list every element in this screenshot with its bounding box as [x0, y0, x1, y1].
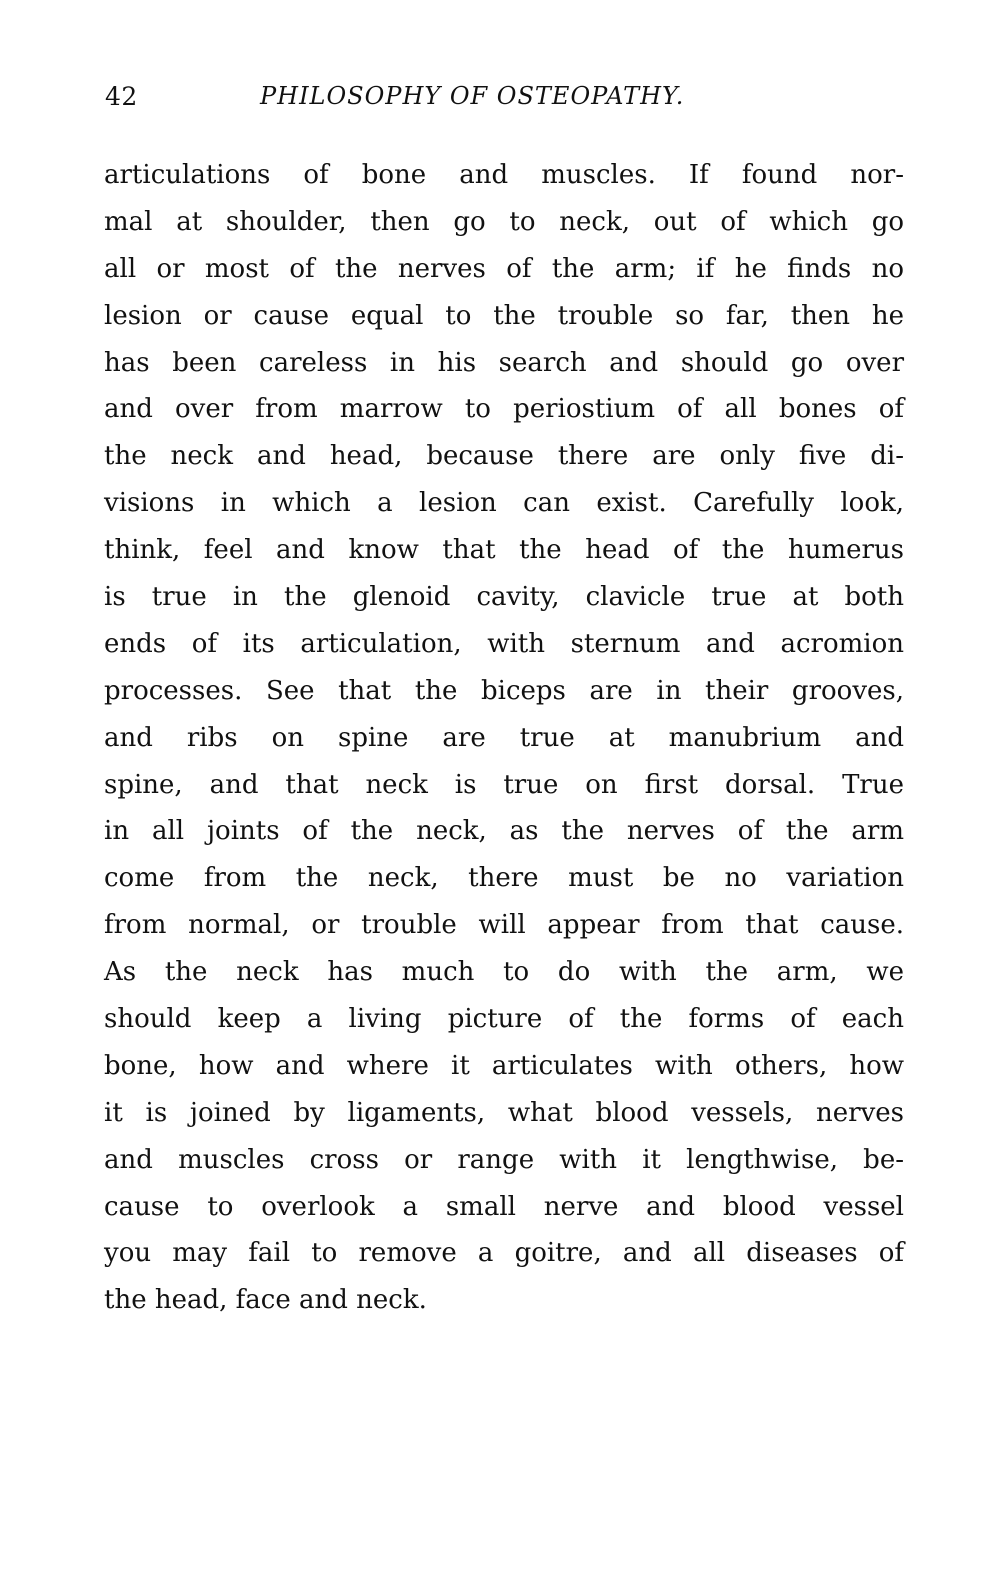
text-line: is true in the glenoid cavity, clavicle true at both	[104, 582, 904, 613]
text-line: processes. See that the biceps are in their grooves,	[104, 675, 904, 706]
text-line: it is joined by ligaments, what blood vessels, nerves	[104, 1097, 904, 1128]
text-line: As the neck has much to do with the arm, we	[104, 957, 904, 988]
text-line: and muscles cross or range with it lengthwise, be-	[104, 1144, 904, 1175]
text-line: articulations of bone and muscles. If found nor-	[104, 160, 904, 190]
body-text	[104, 152, 904, 1324]
text-line: the neck and head, because there are only five di-	[104, 441, 904, 472]
text-line: ends of its articulation, with sternum and acromion	[104, 628, 904, 659]
text-line: and over from marrow to periostium of all bones of	[104, 394, 904, 425]
text-line: all or most of the nerves of the arm; if he finds no	[104, 253, 904, 284]
page-number: 42	[105, 82, 138, 111]
text-line: lesion or cause equal to the trouble so far, then he	[104, 300, 904, 331]
text-line: in all joints of the neck, as the nerves of the arm	[104, 816, 904, 847]
text-line: you may fail to remove a goitre, and all diseases of	[104, 1238, 904, 1269]
text-line: from normal, or trouble will appear from that cause.	[104, 910, 904, 941]
text-line: spine, and that neck is true on first dorsal. True	[104, 769, 904, 800]
text-line: bone, how and where it articulates with others, how	[104, 1050, 904, 1081]
text-line: should keep a living picture of the forms of each	[104, 1004, 904, 1035]
text-line: the head, face and neck.	[104, 1285, 427, 1316]
text-line: has been careless in his search and should go over	[104, 347, 904, 378]
page-header	[105, 82, 895, 122]
text-line: visions in which a lesion can exist. Carefully look,	[104, 488, 904, 519]
text-line: cause to overlook a small nerve and blood vessel	[104, 1191, 904, 1222]
running-title: PHILOSOPHY OF OSTEOPATHY.	[260, 82, 685, 110]
text-line: mal at shoulder, then go to neck, out of which go	[104, 206, 904, 237]
text-line: and ribs on spine are true at manubrium and	[104, 722, 904, 753]
text-line: come from the neck, there must be no variation	[104, 863, 904, 894]
text-line: think, feel and know that the head of the humerus	[104, 535, 904, 566]
